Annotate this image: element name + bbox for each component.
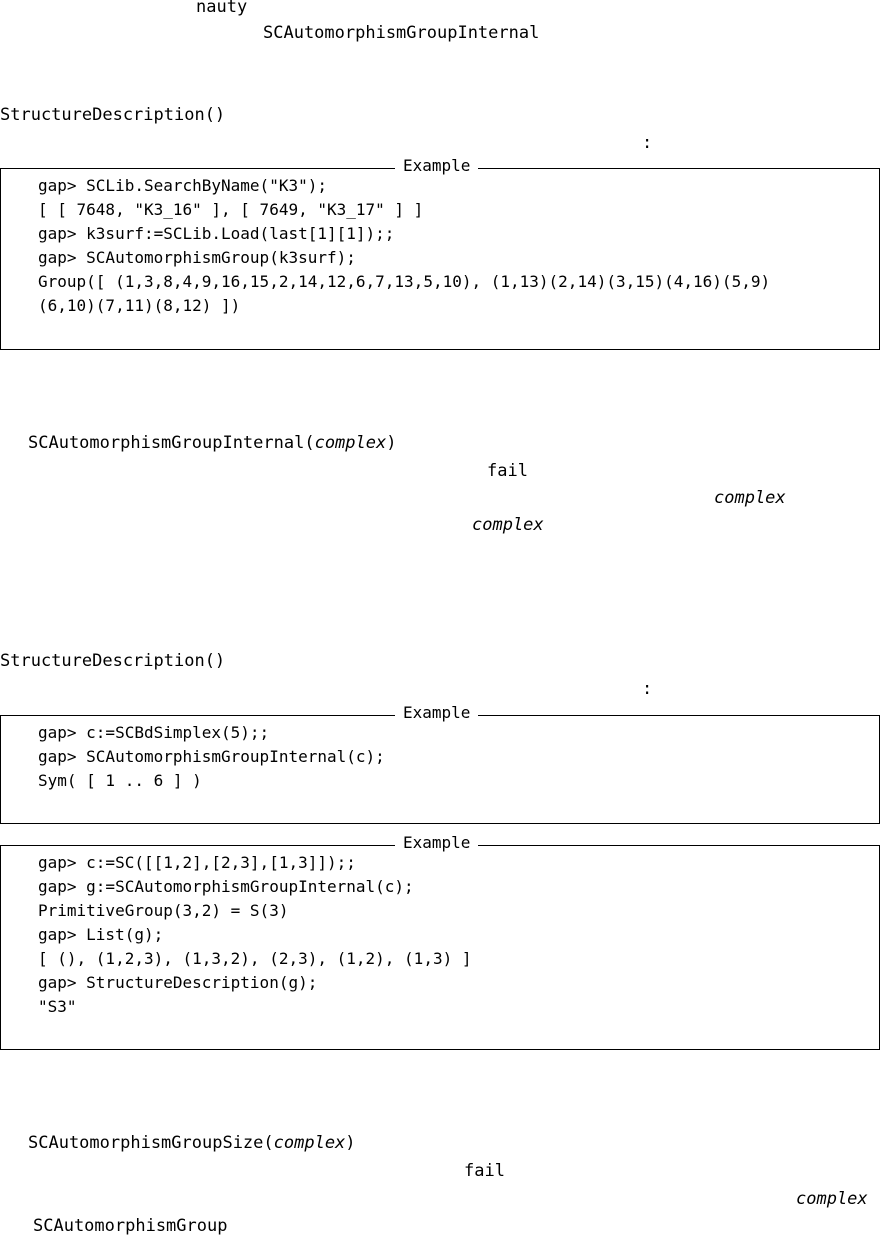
code-line: gap> g:=SCAutomorphismGroupInternal(c); xyxy=(38,877,414,896)
automorphism-group-ref: SCAutomorphismGroup xyxy=(33,1216,228,1236)
colon: : xyxy=(642,679,653,699)
function-name: SCAutomorphismGroupSize( xyxy=(28,1133,274,1153)
function-signature-size xyxy=(28,1132,356,1154)
example-title: Example xyxy=(395,156,478,176)
function-signature-internal xyxy=(28,432,396,454)
code-block xyxy=(38,174,770,318)
code-line: gap> c:=SC([[1,2],[2,3],[1,3]]);; xyxy=(38,853,356,872)
code-line: gap> List(g); xyxy=(38,925,164,944)
code-line: gap> c:=SCBdSimplex(5);; xyxy=(38,723,270,742)
code-line: gap> StructureDescription(g); xyxy=(38,973,318,992)
example-title: Example xyxy=(395,703,478,723)
code-block xyxy=(38,721,385,793)
code-line: "S3" xyxy=(38,997,77,1016)
internal-function-ref: SCAutomorphismGroupInternal xyxy=(263,23,540,43)
code-line: Group([ (1,3,8,4,9,16,15,2,14,12,6,7,13,5,10), (1,13)(2,14)(3,15)(4,16)(5,9) xyxy=(38,272,771,291)
complex-text: complex xyxy=(796,1189,868,1209)
code-line: (6,10)(7,11)(8,12) ]) xyxy=(38,296,241,315)
example-box xyxy=(0,703,880,824)
structure-description-ref: StructureDescription() xyxy=(0,651,226,671)
fail-text: fail xyxy=(464,1161,505,1181)
paren-close: ) xyxy=(345,1133,356,1153)
argument: complex xyxy=(273,1133,346,1153)
code-line: gap> k3surf:=SCLib.Load(last[1][1]);; xyxy=(38,224,395,243)
code-line: Sym( [ 1 .. 6 ] ) xyxy=(38,771,202,790)
fail-text: fail xyxy=(487,461,528,481)
colon: : xyxy=(642,133,653,153)
code-line: PrimitiveGroup(3,2) = S(3) xyxy=(38,901,289,920)
function-name: SCAutomorphismGroupInternal( xyxy=(28,433,315,453)
paren-close: ) xyxy=(386,433,397,453)
complex-text: complex xyxy=(714,488,786,508)
example-box xyxy=(0,156,880,350)
code-line: gap> SCAutomorphismGroup(k3surf); xyxy=(38,248,356,267)
nauty-text: nauty xyxy=(196,0,248,17)
code-line: [ [ 7648, "K3_16" ], [ 7649, "K3_17" ] ] xyxy=(38,200,424,219)
structure-description-ref: StructureDescription() xyxy=(0,105,226,125)
complex-text: complex xyxy=(472,515,544,535)
example-box xyxy=(0,833,880,1050)
example-title: Example xyxy=(395,833,478,853)
argument: complex xyxy=(314,433,387,453)
code-block xyxy=(38,851,471,1019)
code-line: gap> SCAutomorphismGroupInternal(c); xyxy=(38,747,385,766)
code-line: [ (), (1,2,3), (1,3,2), (2,3), (1,2), (1,3) ] xyxy=(38,949,472,968)
code-line: gap> SCLib.SearchByName("K3"); xyxy=(38,176,327,195)
